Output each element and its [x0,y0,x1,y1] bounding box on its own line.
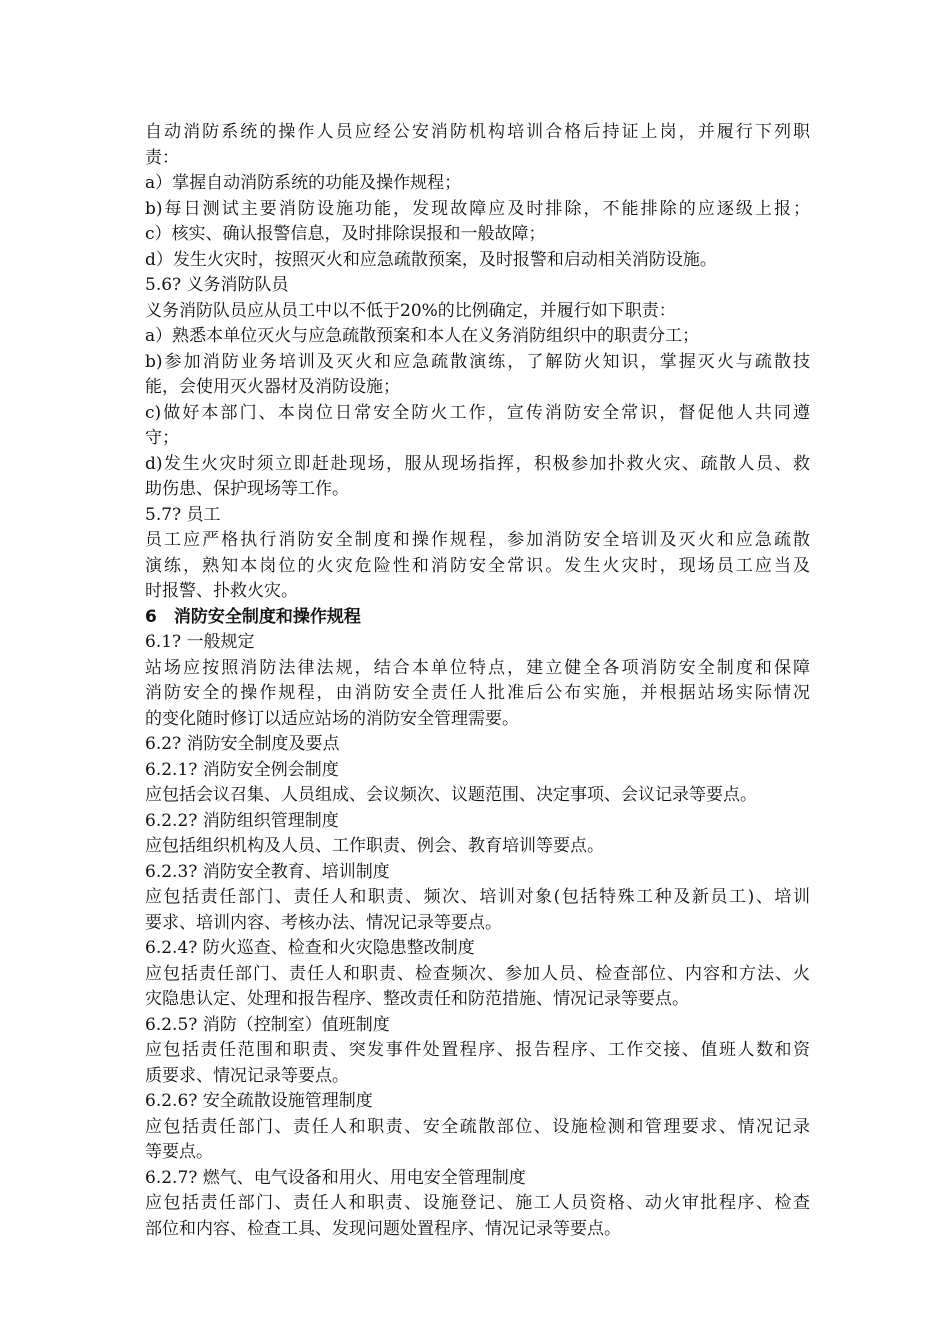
text-line: 责： [145,147,179,168]
text-line: 消防安全的操作规程，由消防安全责任人批准后公布实施，并根据站场实际情况 [145,683,810,703]
text-line: 6.2.6? 安全疏散设施管理制度 [145,1091,373,1111]
text-line: b)每日测试主要消防设施功能，发现故障应及时排除，不能排除的应逐级上报； [145,198,810,219]
text-line: 应包括组织机构及人员、工作职责、例会、教育培训等要点。 [145,836,604,856]
text-line: 站场应按照消防法律法规，结合本单位特点，建立健全各项消防安全制度和保障 [145,657,810,678]
text-line: 助伤患、保护现场等工作。 [145,479,349,499]
text-line: 6.2.4? 防火巡查、检查和火灾隐患整改制度 [145,938,475,958]
text-line: a）掌握自动消防系统的功能及操作规程； [145,173,462,193]
text-line: 6.2.1? 消防安全例会制度 [145,759,339,780]
text-line: 自动消防系统的操作人员应经公安消防机构培训合格后持证上岗，并履行下列职 [145,122,810,142]
text-line: 应包括责任部门、责任人和职责、设施登记、施工人员资格、动火审批程序、检查 [145,1193,810,1213]
text-line: 员工应严格执行消防安全制度和操作规程，参加消防安全培训及灭火和应急疏散 [145,530,810,550]
text-line: 6.1? 一般规定 [145,632,255,652]
text-line: 5.7? 员工 [145,504,221,525]
text-line: 6.2.2? 消防组织管理制度 [145,810,339,831]
text-line: c）核实、确认报警信息，及时排除误报和一般故障； [145,224,546,244]
text-line: b)参加消防业务培训及灭火和应急疏散演练，了解防火知识，掌握灭火与疏散技 [145,351,810,372]
text-line: 应包括责任部门、责任人和职责、检查频次、参加人员、检查部位、内容和方法、火 [145,963,810,984]
text-line: 要求、培训内容、考核办法、情况记录等要点。 [145,912,502,933]
text-line: 等要点。 [145,1142,213,1162]
text-line: 部位和内容、检查工具、发现问题处置程序、情况记录等要点。 [145,1218,621,1239]
text-line: 的变化随时修订以适应站场的消防安全管理需要。 [145,708,519,729]
text-line: 6.2.7? 燃气、电气设备和用火、用电安全管理制度 [145,1167,526,1188]
text-line: 质要求、情况记录等要点。 [145,1065,349,1086]
text-line: 应包括责任部门、责任人和职责、频次、培训对象(包括特殊工种及新员工)、培训 [145,887,810,907]
text-line: 能，会使用灭火器材及消防设施； [145,377,400,397]
section-heading: 6 消防安全制度和操作规程 [145,606,361,627]
text-line: 应包括会议召集、人员组成、会议频次、议题范围、决定事项、会议记录等要点。 [145,785,757,805]
text-line: 6.2.3? 消防安全教育、培训制度 [145,861,390,882]
text-line: c)做好本部门、本岗位日常安全防火工作，宣传消防安全常识，督促他人共同遵 [145,402,810,423]
text-line: 守； [145,428,179,448]
text-line: 灾隐患认定、处理和报告程序、整改责任和防范措施、情况记录等要点。 [145,989,689,1009]
text-line: a）熟悉本单位灭火与应急疏散预案和本人在义务消防组织中的职责分工； [145,326,700,346]
text-line: 应包括责任部门、责任人和职责、安全疏散部位、设施检测和管理要求、情况记录 [145,1116,810,1137]
text-line: d)发生火灾时须立即赶赴现场，服从现场指挥，积极参加扑救火灾、疏散人员、救 [145,453,810,474]
text-line: 演练，熟知本岗位的火灾危险性和消防安全常识。发生火灾时，现场员工应当及 [145,555,810,576]
text-line: 6.2.5? 消防（控制室）值班制度 [145,1014,390,1035]
text-line: d）发生火灾时，按照灭火和应急疏散预案，及时报警和启动相关消防设施。 [145,249,717,270]
text-line: 5.6? 义务消防队员 [145,275,289,295]
document-body [145,120,810,1242]
text-line: 应包括责任范围和职责、突发事件处置程序、报告程序、工作交接、值班人数和资 [145,1040,810,1060]
text-line: 时报警、扑救火灾。 [145,581,298,601]
text-line: 6.2? 消防安全制度及要点 [145,734,340,754]
text-line: 义务消防队员应从员工中以不低于20%的比例确定，并履行如下职责： [145,300,676,321]
